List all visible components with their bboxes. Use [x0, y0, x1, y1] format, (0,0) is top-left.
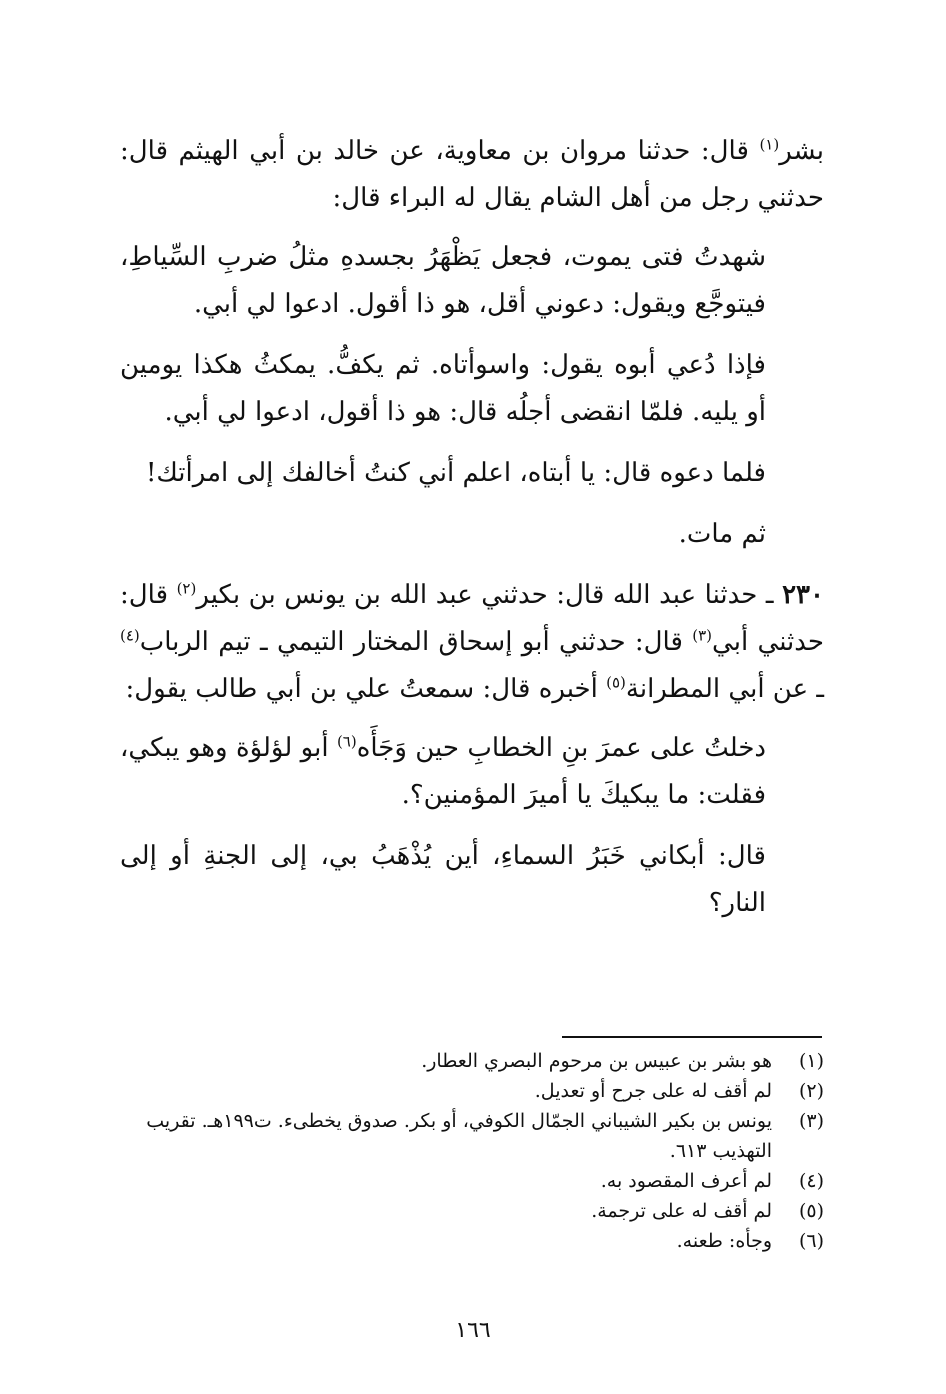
hadith-paragraph	[120, 572, 824, 713]
quote2-text-rest: أبو لؤلؤة وهو يبكي، فقلت: ما يبكيكَ يا أميرَ المؤمنين؟.	[120, 733, 766, 810]
hadith-text-1: ـ حدثنا عبد الله قال: حدثني عبد الله بن يونس بن بكير	[196, 580, 783, 610]
quote-paragraph-3: فلما دعوه قال: يا أبتاه، اعلم أني كنتُ أخالفك إلى امرأتك!	[145, 458, 766, 488]
intro-text-start: بشر	[779, 136, 824, 166]
footnote-number: (٤)	[798, 1170, 824, 1192]
hadith-text-4: ـ عن أبي المطرانة	[625, 674, 824, 704]
quote-paragraph-1: شهدتُ فتى يموت، فجعل يَظْهَرُ بجسدهِ مثلُ ضربِ السِّياطِ، فيتوجَّع ويقول: دعوني أقل، هو ذا أقول. ادعوا لي أبي.	[120, 242, 766, 319]
hadith-text-5: أخبره قال: سمعتُ علي بن أبي طالب يقول:	[125, 674, 607, 704]
footnotes-divider	[562, 1036, 822, 1038]
intro-paragraph	[120, 128, 824, 222]
footnote-text: لم أقف له على ترجمة.	[591, 1200, 772, 1222]
footnote-text: لم أعرف المقصود به.	[600, 1170, 772, 1192]
footnote-3	[136, 1106, 824, 1166]
intro-text-rest: قال: حدثنا مروان بن معاوية، عن خالد بن أبي الهيثم قال: حدثني رجل من أهل الشام يقال له البراء قال:	[120, 136, 824, 213]
quote-paragraph-4: ثم مات.	[678, 519, 766, 549]
footnote-text: لم أقف له على جرح أو تعديل.	[534, 1080, 772, 1102]
quote-paragraph-2: فإذا دُعي أبوه يقول: واسوأتاه. ثم يكفُّ. يمكثُ هكذا يومين أو يليه. فلمّا انقضى أجلُه قال: هو ذا أقول، ادعوا لي أبي.	[120, 350, 766, 427]
footnote-1	[136, 1046, 824, 1076]
footnote-ref-5: (٥)	[606, 673, 626, 692]
footnote-ref-6: (٦)	[336, 732, 357, 751]
footnote-text: يونس بن بكير الشيباني الجمّال الكوفي، أو بكر. صدوق يخطىء. ت١٩٩هـ. تقريب التهذيب ٦١٣.	[146, 1110, 772, 1162]
footnote-number: (٢)	[798, 1080, 824, 1102]
footnote-ref-4: (٤)	[120, 626, 140, 645]
footnote-ref-1: (١)	[759, 135, 780, 154]
quote2-paragraph-2: قال: أبكاني خَبَرُ السماءِ، أين يُذْهَبُ بي، إلى الجنةِ أو إلى النار؟	[120, 841, 766, 918]
hadith-number: ٢٣٠	[782, 580, 824, 610]
footnote-ref-3: (٣)	[692, 626, 713, 645]
quote2-text-start: دخلتُ على عمرَ بنِ الخطابِ حين وَجَأَه	[356, 733, 767, 763]
page-number: ١٦٦	[455, 1318, 491, 1343]
footnote-2	[136, 1076, 824, 1106]
hadith-text-2: قال: حدثني أبي	[120, 580, 824, 657]
footnote-6	[136, 1226, 824, 1256]
footnotes	[136, 1046, 824, 1256]
footnote-number: (٣)	[798, 1110, 824, 1132]
footnote-text: هو بشر بن عبيس بن مرحوم البصري العطار.	[421, 1050, 772, 1072]
footnote-number: (٦)	[798, 1230, 824, 1252]
footnote-number: (٥)	[798, 1200, 824, 1222]
footnote-number: (١)	[798, 1050, 824, 1072]
footnote-4	[136, 1166, 824, 1196]
footnote-5	[136, 1196, 824, 1226]
quote2-paragraph-1	[120, 725, 766, 819]
footnote-text: وجأه: طعنه.	[676, 1230, 772, 1252]
main-text	[120, 128, 824, 941]
footnote-ref-2: (٢)	[176, 579, 197, 598]
hadith-text-3: قال: حدثني أبو إسحاق المختار التيمي ـ تيم الرباب	[139, 627, 693, 657]
